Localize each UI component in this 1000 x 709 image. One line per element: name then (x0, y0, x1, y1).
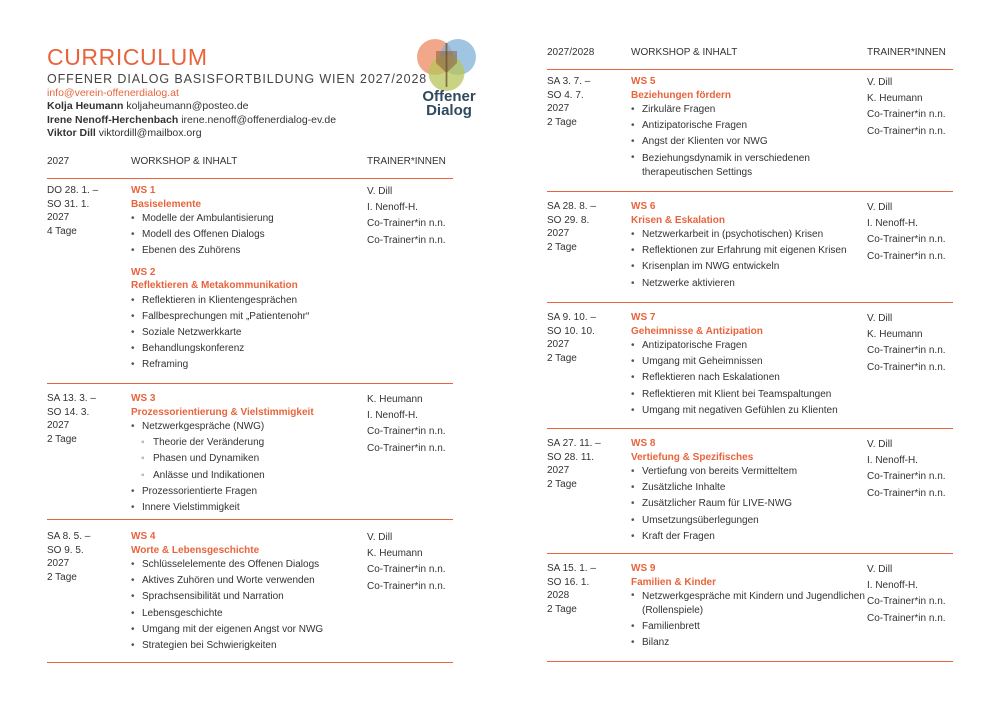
list-item: • Umgang mit der eigenen Angst vor NWG (131, 622, 371, 638)
list-item: • Zusätzliche Inhalte (631, 480, 871, 496)
schedule-entry-ws9 (547, 562, 953, 662)
ws-title: Reflektieren & Metakommunikation (131, 280, 298, 292)
ws-title: Vertiefung & Spezifisches (631, 451, 754, 463)
trainer-name: K. Heumann (867, 93, 923, 105)
ws-topic-list (631, 338, 871, 419)
header-workshop: WORKSHOP & INHALT (131, 156, 238, 167)
header-date: 2027/2028 (547, 47, 595, 58)
ws-title: Prozessorientierung & Vielstimmigkeit (131, 406, 314, 418)
entry-date (547, 75, 627, 129)
entry-workshop (631, 437, 871, 545)
trainer-name: Co-Trainer*in n.n. (367, 580, 446, 592)
list-item: • Angst der Klienten vor NWG (631, 134, 871, 150)
entry-trainers (367, 530, 457, 595)
entry-date (547, 311, 627, 365)
list-item: • Behandlungskonferenz (131, 341, 371, 357)
date-year: 2027 (547, 465, 570, 476)
list-item: • Antizipatorische Fragen (631, 118, 871, 134)
ws-topic-list (631, 102, 871, 181)
schedule-entry-ws5 (547, 75, 953, 192)
header-trainer: TRAINER*INNEN (367, 156, 446, 167)
trainer-name: Co-Trainer*in n.n. (867, 234, 946, 246)
entry-trainers (867, 75, 957, 140)
date-start: DO 28. 1. – (47, 185, 99, 196)
header-trainer: TRAINER*INNEN (867, 47, 946, 58)
entry-workshop (631, 200, 871, 292)
list-item: • Kraft der Fragen (631, 529, 871, 545)
trainer-name: Co-Trainer*in n.n. (367, 426, 446, 438)
date-year: 2027 (547, 339, 570, 350)
list-item: • Netzwerke aktivieren (631, 276, 871, 292)
ws-number: WS 3 (131, 393, 156, 404)
date-start: SA 28. 8. – (547, 201, 596, 212)
list-item: • Innere Vielstimmigkeit (131, 500, 371, 516)
list-item: • Reflektieren in Klientengesprächen (131, 293, 371, 309)
trainer-name: Co-Trainer*in n.n. (867, 487, 946, 499)
list-item: • Umgang mit negativen Gefühlen zu Klienten (631, 403, 871, 419)
list-item: • Umgang mit Geheimnissen (631, 354, 871, 370)
date-start: SA 13. 3. – (47, 393, 96, 404)
logo-text-line2: Dialog (426, 102, 472, 119)
list-item: • Aktives Zuhören und Worte verwenden (131, 573, 371, 589)
ws-topic-list (131, 419, 371, 516)
trainer-name: V. Dill (867, 202, 893, 213)
list-item: • Strategien bei Schwierigkeiten (131, 638, 371, 654)
list-item: • Reframing (131, 357, 371, 373)
ws-topic-list (631, 464, 871, 545)
date-days: 2 Tage (547, 241, 577, 253)
trainer-name: Co-Trainer*in n.n. (867, 471, 946, 483)
date-end: SO 4. 7. (547, 89, 584, 101)
list-item: • Beziehungsdynamik in verschiedenen therapeutischen Settings (631, 151, 871, 181)
date-year: 2027 (47, 420, 70, 431)
date-days: 4 Tage (47, 225, 77, 237)
date-days: 2 Tage (547, 603, 577, 615)
date-start: SA 8. 5. – (47, 531, 91, 542)
list-item: • Zusätzlicher Raum für LIVE-NWG (631, 496, 871, 512)
ws-number: WS 5 (631, 76, 656, 87)
ws-title: Geheimnisse & Antizipation (631, 325, 763, 337)
ws-title: Worte & Lebensgeschichte (131, 544, 260, 556)
date-end: SO 28. 11. (547, 451, 595, 463)
contact-email[interactable]: irene.nenoff@offenerdialog-ev.de (181, 113, 337, 126)
list-item: • Sprachsensibilität und Narration (131, 589, 371, 605)
ws-number: WS 1 (131, 185, 156, 196)
logo-text-line1: Offener (422, 88, 476, 105)
schedule-entry-ws8 (547, 437, 953, 554)
date-end: SO 16. 1. (547, 576, 590, 588)
list-item: • Soziale Netzwerkkarte (131, 325, 371, 341)
date-start: SA 3. 7. – (547, 76, 591, 87)
contact-line (47, 114, 336, 127)
entry-date (47, 530, 127, 584)
trainer-name: V. Dill (867, 564, 893, 575)
date-days: 2 Tage (47, 571, 77, 583)
trainer-name: V. Dill (867, 439, 893, 450)
list-item: • Netzwerkarbeit in (psychotischen) Krisen (631, 227, 871, 243)
ws-topic-list (131, 293, 371, 374)
entry-date (547, 200, 627, 254)
date-end: SO 14. 3. (47, 406, 90, 418)
date-end: SO 29. 8. (547, 214, 590, 226)
trainer-name: I. Nenoff-H. (867, 580, 918, 592)
entry-date (547, 562, 627, 616)
list-item: • Fallbesprechungen mit „Patientenohr“ (131, 309, 371, 325)
schedule-entry-ws1-ws2 (47, 184, 453, 384)
trainer-name: Co-Trainer*in n.n. (367, 442, 446, 454)
table-header-right (547, 47, 953, 70)
ws-title: Beziehungen fördern (631, 89, 732, 101)
list-item: • Krisenplan im NWG entwickeln (631, 259, 871, 275)
entry-date (47, 184, 127, 238)
ws-number: WS 8 (631, 438, 656, 449)
list-item: • Familienbrett (631, 619, 871, 635)
trainer-name: Co-Trainer*in n.n. (867, 125, 946, 137)
ws-number: WS 4 (131, 531, 156, 542)
date-end: SO 31. 1. (47, 198, 90, 210)
schedule-entry-ws6 (547, 200, 953, 303)
contact-line (47, 100, 336, 113)
schedule-entry-ws7 (547, 311, 953, 429)
contact-name: Irene Nenoff-Herchenbach (47, 113, 179, 126)
contact-email[interactable]: koljaheumann@posteo.de (126, 100, 249, 113)
date-days: 2 Tage (547, 116, 577, 128)
list-item: • Ebenen des Zuhörens (131, 243, 371, 259)
contact-line (47, 127, 336, 140)
list-item: • Netzwerkgespräche mit Kindern und Jugendlichen (Rollenspiele) (631, 589, 871, 619)
list-item: • Umsetzungsüberlegungen (631, 513, 871, 529)
entry-workshop (631, 75, 871, 181)
list-item: • Schlüsselelemente des Offenen Dialogs (131, 557, 371, 573)
header-date: 2027 (47, 156, 70, 167)
entry-trainers (367, 184, 457, 249)
ws-number: WS 2 (131, 266, 156, 278)
trainer-name: V. Dill (367, 532, 393, 543)
trainer-name: V. Dill (367, 186, 393, 197)
date-end: SO 10. 10. (547, 325, 595, 337)
date-start: SA 27. 11. – (547, 438, 601, 449)
entry-workshop (631, 311, 871, 419)
page-title: CURRICULUM (47, 44, 208, 70)
trainer-name: I. Nenoff-H. (867, 218, 918, 230)
ws-topic-list (131, 557, 371, 654)
contact-name: Viktor Dill (47, 127, 96, 140)
contact-block (47, 87, 336, 141)
date-year: 2028 (547, 590, 570, 601)
list-item: • Zirkuläre Fragen (631, 102, 871, 118)
list-item: • Modell des Offenen Dialogs (131, 227, 371, 243)
entry-trainers (867, 200, 957, 265)
contact-name: Kolja Heumann (47, 100, 124, 113)
list-item: • Reflektieren nach Eskalationen (631, 370, 871, 386)
entry-date (47, 392, 127, 446)
trainer-name: Co-Trainer*in n.n. (867, 596, 946, 608)
ws-number: WS 9 (631, 563, 656, 574)
list-subitem: ◦ Phasen und Dynamiken (131, 451, 371, 467)
ws-number: WS 7 (631, 312, 656, 323)
trainer-name: I. Nenoff-H. (367, 202, 418, 214)
entry-workshop (631, 562, 871, 651)
trainer-name: K. Heumann (867, 329, 923, 341)
ws-title: Basiselemente (131, 198, 202, 210)
trainer-name: K. Heumann (367, 394, 423, 405)
trainer-name: Co-Trainer*in n.n. (867, 109, 946, 121)
entry-workshop (131, 530, 371, 654)
list-item: • Vertiefung von bereits Vermitteltem (631, 464, 871, 480)
date-end: SO 9. 5. (47, 544, 84, 556)
trainer-name: I. Nenoff-H. (867, 455, 918, 467)
trainer-name: Co-Trainer*in n.n. (867, 250, 946, 262)
trainer-name: V. Dill (867, 77, 893, 88)
list-item: • Antizipatorische Fragen (631, 338, 871, 354)
trainer-name: Co-Trainer*in n.n. (367, 218, 446, 230)
entry-date (547, 437, 627, 491)
ws-topic-list (631, 227, 871, 292)
trainer-name: Co-Trainer*in n.n. (867, 361, 946, 373)
header-workshop: WORKSHOP & INHALT (631, 47, 738, 58)
list-subitem: ◦ Theorie der Veränderung (131, 435, 371, 451)
trainer-name: Co-Trainer*in n.n. (367, 234, 446, 246)
list-item: • Modelle der Ambulantisierung (131, 211, 371, 227)
list-item: • Prozessorientierte Fragen (131, 484, 371, 500)
date-days: 2 Tage (47, 433, 77, 445)
entry-trainers (367, 392, 457, 457)
trainer-name: I. Nenoff-H. (367, 410, 418, 422)
entry-trainers (867, 311, 957, 376)
ws-number: WS 6 (631, 201, 656, 212)
trainer-name: Co-Trainer*in n.n. (867, 612, 946, 624)
date-year: 2027 (47, 558, 70, 569)
contact-email-link[interactable]: info@verein-offenerdialog.at (47, 87, 179, 99)
entry-workshop (131, 392, 371, 516)
list-subitem: ◦ Anlässe und Indikationen (131, 468, 371, 484)
date-year: 2027 (47, 212, 70, 223)
list-item: • Reflektionen zur Erfahrung mit eigenen Krisen (631, 243, 871, 259)
trainer-name: Co-Trainer*in n.n. (867, 345, 946, 357)
contact-email[interactable]: viktordill@mailbox.org (98, 127, 202, 140)
trainer-name: V. Dill (867, 313, 893, 324)
date-days: 2 Tage (547, 478, 577, 490)
list-item: • Reflektieren mit Klient bei Teamspaltungen (631, 387, 871, 403)
ws-topic-list (131, 211, 371, 260)
list-item: • Bilanz (631, 635, 871, 651)
date-start: SA 15. 1. – (547, 563, 596, 574)
schedule-entry-ws4 (47, 530, 453, 663)
list-item: • Netzwerkgespräche (NWG) (131, 419, 371, 435)
entry-workshop (131, 184, 371, 374)
ws-topic-list (631, 589, 871, 651)
trainer-name: Co-Trainer*in n.n. (367, 564, 446, 576)
date-year: 2027 (547, 103, 570, 114)
schedule-entry-ws3 (47, 392, 453, 520)
trainer-name: K. Heumann (367, 548, 423, 560)
list-item: • Lebensgeschichte (131, 606, 371, 622)
entry-trainers (867, 437, 957, 502)
date-start: SA 9. 10. – (547, 312, 596, 323)
offener-dialog-logo (412, 33, 482, 123)
ws-title: Krisen & Eskalation (631, 214, 725, 226)
date-days: 2 Tage (547, 352, 577, 364)
date-year: 2027 (547, 228, 570, 239)
page-subtitle: OFFENER DIALOG BASISFORTBILDUNG WIEN 2027/2028 (47, 72, 428, 86)
table-header-left (47, 156, 453, 179)
ws-title: Familien & Kinder (631, 576, 717, 588)
entry-trainers (867, 562, 957, 627)
